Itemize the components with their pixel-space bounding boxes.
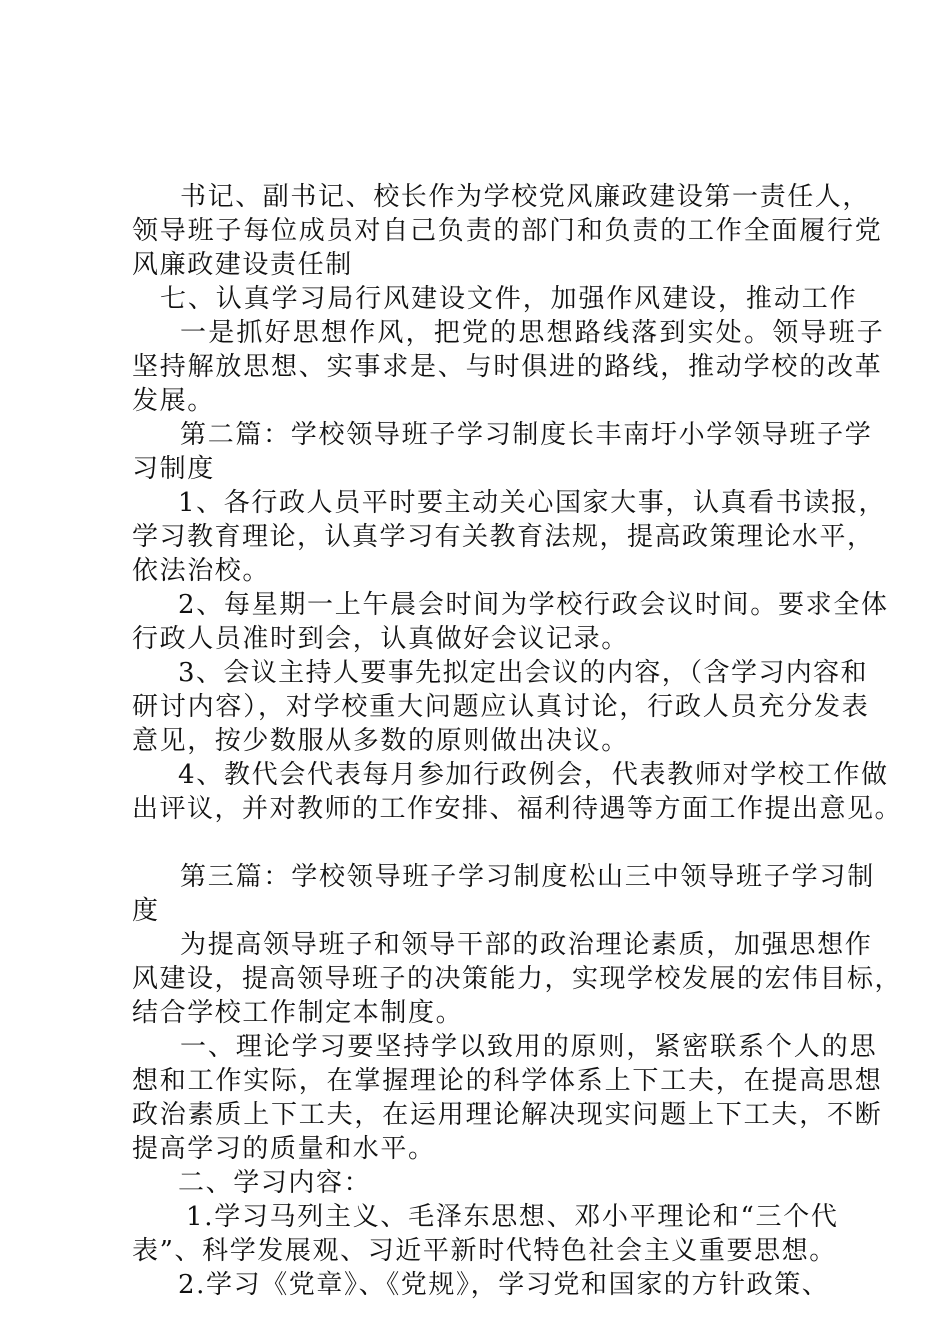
text-line: 一、理论学习要坚持学以致用的原则，紧密联系个人的思 bbox=[180, 1032, 878, 1062]
text-line: 1、各行政人员平时要主动关心国家大事，认真看书读报， bbox=[178, 488, 887, 518]
section-heading: 第二篇：学校领导班子学习制度长丰南圩小学领导班子学 bbox=[180, 420, 873, 450]
text-line: 七、认真学习局行风建设文件，加强作风建设，推动工作 bbox=[160, 284, 858, 314]
section-heading: 习制度 bbox=[132, 454, 215, 484]
text-line: 研讨内容），对学校重大问题应认真讨论，行政人员充分发表 bbox=[132, 692, 870, 722]
text-line: 学习教育理论，认真学习有关教育法规，提高政策理论水平， bbox=[132, 522, 875, 552]
section-heading: 度 bbox=[132, 896, 160, 926]
text-line: 为提高领导班子和领导干部的政治理论素质，加强思想作 bbox=[180, 930, 873, 960]
text-line: 4、教代会代表每月参加行政例会，代表教师对学校工作做 bbox=[178, 760, 889, 790]
text-line: 行政人员准时到会，认真做好会议记录。 bbox=[132, 624, 629, 654]
text-line: 出评议，并对教师的工作安排、福利待遇等方面工作提出意见。 bbox=[132, 794, 903, 824]
text-line: 一是抓好思想作风，把党的思想路线落到实处。领导班子 bbox=[180, 318, 886, 348]
text-line: 表”、科学发展观、习近平新时代特色社会主义重要思想。 bbox=[132, 1236, 837, 1266]
text-line: 结合学校工作制定本制度。 bbox=[132, 998, 464, 1028]
text-line: 2、每星期一上午晨会时间为学校行政会议时间。要求全体 bbox=[178, 590, 889, 620]
text-line: 提高学习的质量和水平。 bbox=[132, 1134, 436, 1164]
text-line: 1.学习马列主义、毛泽东思想、邓小平理论和“三个代 bbox=[186, 1202, 839, 1232]
text-line: 政治素质上下工夫，在运用理论解决现实问题上下工夫，不断 bbox=[132, 1100, 883, 1130]
text-line: 二、学习内容： bbox=[178, 1168, 372, 1198]
text-line: 意见，按少数服从多数的原则做出决议。 bbox=[132, 726, 629, 756]
text-line: 坚持解放思想、实事求是、与时俱进的路线，推动学校的改革 bbox=[132, 352, 883, 382]
text-line: 领导班子每位成员对自己负责的部门和负责的工作全面履行党 bbox=[132, 216, 883, 246]
text-line: 书记、副书记、校长作为学校党风廉政建设第一责任人， bbox=[180, 182, 871, 212]
text-line: 依法治校。 bbox=[132, 556, 271, 586]
section-heading: 第三篇：学校领导班子学习制度松山三中领导班子学习制 bbox=[180, 862, 876, 892]
text-line: 风建设，提高领导班子的决策能力，实现学校发展的宏伟目标， bbox=[132, 964, 903, 994]
text-line: 3、会议主持人要事先拟定出会议的内容，（含学习内容和 bbox=[178, 658, 868, 688]
text-line: 2.学习《党章》、《党规》，学习党和国家的方针政策、 bbox=[178, 1270, 830, 1300]
text-line: 发展。 bbox=[132, 386, 215, 416]
text-line: 风廉政建设责任制 bbox=[132, 250, 353, 280]
text-line: 想和工作实际，在掌握理论的科学体系上下工夫，在提高思想 bbox=[132, 1066, 883, 1096]
